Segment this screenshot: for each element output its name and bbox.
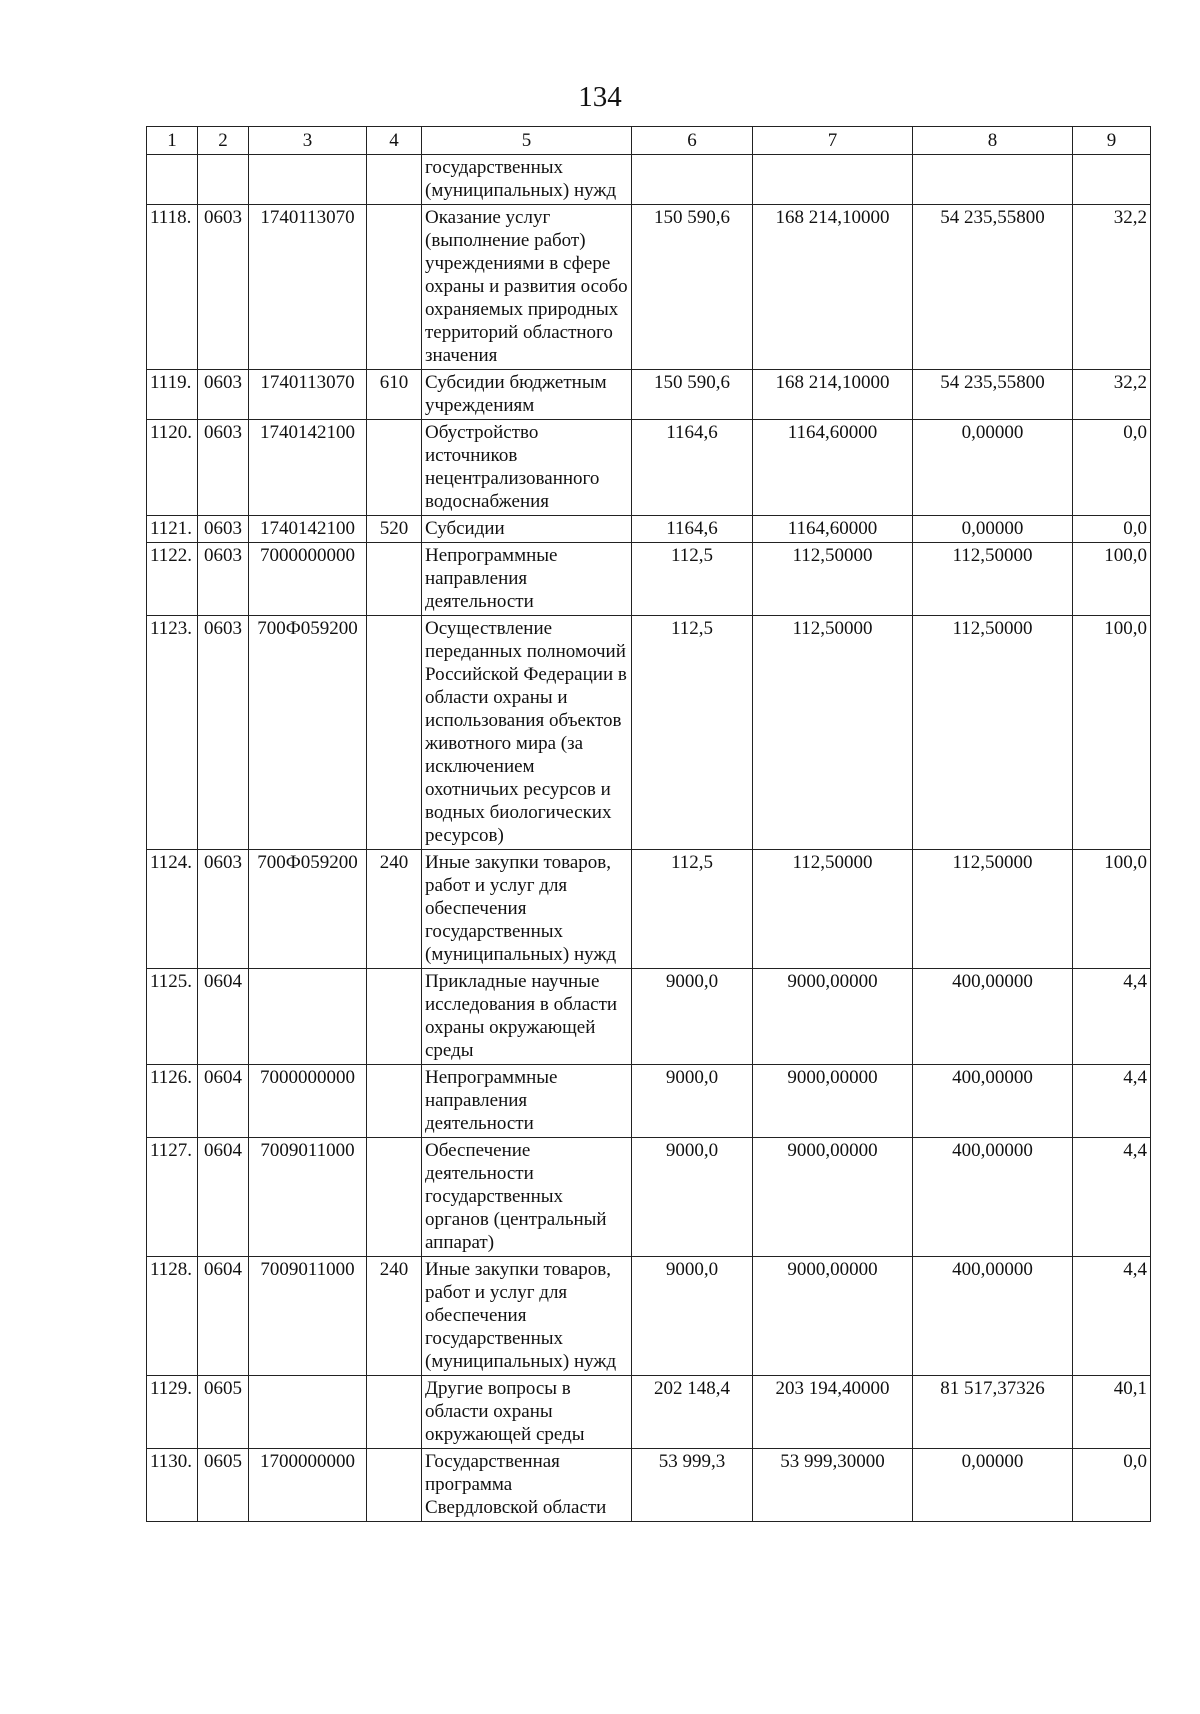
- target-code: 1740113070: [249, 370, 367, 420]
- table-row: [147, 420, 1151, 516]
- execution-percent: 4,4: [1073, 1257, 1151, 1376]
- table-row: [147, 1257, 1151, 1376]
- section-code: 0603: [198, 616, 249, 850]
- item-name: Иные закупки товаров, работ и услуг для обеспечения государственных (муниципальных) нужд: [422, 850, 632, 969]
- table-row: [147, 1376, 1151, 1449]
- planned-amount: 112,5: [632, 850, 753, 969]
- planned-amount: 150 590,6: [632, 205, 753, 370]
- executed-amount: 54 235,55800: [913, 205, 1073, 370]
- item-name: Другие вопросы в области охраны окружающей среды: [422, 1376, 632, 1449]
- execution-percent: 0,0: [1073, 516, 1151, 543]
- planned-amount: 53 999,3: [632, 1449, 753, 1522]
- item-name: Оказание услуг (выполнение работ) учреждениями в сфере охраны и развития особо охраняемых природных территорий областного значения: [422, 205, 632, 370]
- section-code: 0604: [198, 969, 249, 1065]
- execution-percent: 40,1: [1073, 1376, 1151, 1449]
- expense-type: [367, 205, 422, 370]
- target-code: [249, 1376, 367, 1449]
- expense-type: 520: [367, 516, 422, 543]
- refined-amount: 9000,00000: [753, 1138, 913, 1257]
- item-name: Непрограммные направления деятельности: [422, 543, 632, 616]
- item-name: Субсидии: [422, 516, 632, 543]
- table-body: [147, 155, 1151, 1522]
- row-number: 1118.: [147, 205, 198, 370]
- execution-percent: 4,4: [1073, 969, 1151, 1065]
- planned-amount: 112,5: [632, 543, 753, 616]
- section-code: 0603: [198, 850, 249, 969]
- row-number: 1128.: [147, 1257, 198, 1376]
- expense-type: [367, 155, 422, 205]
- table-row: [147, 516, 1151, 543]
- refined-amount: 112,50000: [753, 543, 913, 616]
- expense-type: [367, 1449, 422, 1522]
- refined-amount: 1164,60000: [753, 516, 913, 543]
- executed-amount: 54 235,55800: [913, 370, 1073, 420]
- executed-amount: 400,00000: [913, 1065, 1073, 1138]
- refined-amount: 112,50000: [753, 616, 913, 850]
- execution-percent: 32,2: [1073, 370, 1151, 420]
- section-code: 0603: [198, 543, 249, 616]
- budget-table: [146, 126, 1151, 1522]
- item-name: государственных (муниципальных) нужд: [422, 155, 632, 205]
- expense-type: [367, 543, 422, 616]
- section-code: 0605: [198, 1449, 249, 1522]
- table-row: [147, 155, 1151, 205]
- item-name: Прикладные научные исследования в области охраны окружающей среды: [422, 969, 632, 1065]
- column-header-1: 1: [147, 127, 198, 155]
- target-code: 700Ф059200: [249, 616, 367, 850]
- section-code: 0603: [198, 516, 249, 543]
- section-code: 0603: [198, 205, 249, 370]
- column-header-5: 5: [422, 127, 632, 155]
- executed-amount: 112,50000: [913, 616, 1073, 850]
- executed-amount: 400,00000: [913, 1138, 1073, 1257]
- row-number: 1124.: [147, 850, 198, 969]
- planned-amount: 150 590,6: [632, 370, 753, 420]
- executed-amount: 400,00000: [913, 1257, 1073, 1376]
- table-row: [147, 616, 1151, 850]
- row-number: 1127.: [147, 1138, 198, 1257]
- refined-amount: 168 214,10000: [753, 370, 913, 420]
- column-header-7: 7: [753, 127, 913, 155]
- section-code: 0603: [198, 370, 249, 420]
- target-code: 7000000000: [249, 543, 367, 616]
- execution-percent: 0,0: [1073, 1449, 1151, 1522]
- refined-amount: 9000,00000: [753, 969, 913, 1065]
- planned-amount: 9000,0: [632, 1257, 753, 1376]
- planned-amount: 202 148,4: [632, 1376, 753, 1449]
- row-number: 1120.: [147, 420, 198, 516]
- refined-amount: 168 214,10000: [753, 205, 913, 370]
- executed-amount: 400,00000: [913, 969, 1073, 1065]
- section-code: 0604: [198, 1257, 249, 1376]
- executed-amount: 112,50000: [913, 543, 1073, 616]
- expense-type: [367, 1138, 422, 1257]
- row-number: 1121.: [147, 516, 198, 543]
- row-number: 1129.: [147, 1376, 198, 1449]
- target-code: [249, 969, 367, 1065]
- page-number: 134: [578, 81, 622, 113]
- item-name: Субсидии бюджетным учреждениям: [422, 370, 632, 420]
- row-number: 1119.: [147, 370, 198, 420]
- section-code: 0603: [198, 420, 249, 516]
- target-code: 7009011000: [249, 1257, 367, 1376]
- section-code: 0604: [198, 1065, 249, 1138]
- item-name: Осуществление переданных полномочий Российской Федерации в области охраны и использования объектов животного мира (за исключением охотничьих ресурсов и водных биологических ресурсов): [422, 616, 632, 850]
- target-code: 1740142100: [249, 420, 367, 516]
- column-header-8: 8: [913, 127, 1073, 155]
- refined-amount: [753, 155, 913, 205]
- item-name: Государственная программа Свердловской области: [422, 1449, 632, 1522]
- table-row: [147, 370, 1151, 420]
- executed-amount: [913, 155, 1073, 205]
- expense-type: [367, 969, 422, 1065]
- table-row: [147, 205, 1151, 370]
- column-header-3: 3: [249, 127, 367, 155]
- table-row: [147, 1065, 1151, 1138]
- execution-percent: 100,0: [1073, 616, 1151, 850]
- refined-amount: 203 194,40000: [753, 1376, 913, 1449]
- column-header-2: 2: [198, 127, 249, 155]
- header-row: [147, 127, 1151, 155]
- target-code: 1740142100: [249, 516, 367, 543]
- item-name: Обустройство источников нецентрализованного водоснабжения: [422, 420, 632, 516]
- section-code: 0604: [198, 1138, 249, 1257]
- table-row: [147, 1449, 1151, 1522]
- execution-percent: 4,4: [1073, 1138, 1151, 1257]
- expense-type: [367, 1376, 422, 1449]
- expense-type: 610: [367, 370, 422, 420]
- expense-type: 240: [367, 850, 422, 969]
- item-name: Непрограммные направления деятельности: [422, 1065, 632, 1138]
- planned-amount: 112,5: [632, 616, 753, 850]
- planned-amount: 9000,0: [632, 1138, 753, 1257]
- planned-amount: 1164,6: [632, 420, 753, 516]
- row-number: [147, 155, 198, 205]
- executed-amount: 81 517,37326: [913, 1376, 1073, 1449]
- table-row: [147, 543, 1151, 616]
- row-number: 1126.: [147, 1065, 198, 1138]
- refined-amount: 112,50000: [753, 850, 913, 969]
- refined-amount: 9000,00000: [753, 1257, 913, 1376]
- target-code: 1740113070: [249, 205, 367, 370]
- item-name: Обеспечение деятельности государственных органов (центральный аппарат): [422, 1138, 632, 1257]
- column-header-6: 6: [632, 127, 753, 155]
- executed-amount: 0,00000: [913, 1449, 1073, 1522]
- planned-amount: 9000,0: [632, 1065, 753, 1138]
- table-row: [147, 969, 1151, 1065]
- row-number: 1125.: [147, 969, 198, 1065]
- expense-type: [367, 616, 422, 850]
- row-number: 1123.: [147, 616, 198, 850]
- expense-type: [367, 420, 422, 516]
- execution-percent: 100,0: [1073, 543, 1151, 616]
- target-code: 7000000000: [249, 1065, 367, 1138]
- refined-amount: 53 999,30000: [753, 1449, 913, 1522]
- target-code: 1700000000: [249, 1449, 367, 1522]
- section-code: [198, 155, 249, 205]
- target-code: 7009011000: [249, 1138, 367, 1257]
- item-name: Иные закупки товаров, работ и услуг для обеспечения государственных (муниципальных) нужд: [422, 1257, 632, 1376]
- planned-amount: [632, 155, 753, 205]
- table-row: [147, 1138, 1151, 1257]
- section-code: 0605: [198, 1376, 249, 1449]
- column-header-4: 4: [367, 127, 422, 155]
- executed-amount: 112,50000: [913, 850, 1073, 969]
- executed-amount: 0,00000: [913, 420, 1073, 516]
- target-code: 700Ф059200: [249, 850, 367, 969]
- table-row: [147, 850, 1151, 969]
- planned-amount: 1164,6: [632, 516, 753, 543]
- planned-amount: 9000,0: [632, 969, 753, 1065]
- row-number: 1130.: [147, 1449, 198, 1522]
- refined-amount: 9000,00000: [753, 1065, 913, 1138]
- row-number: 1122.: [147, 543, 198, 616]
- expense-type: 240: [367, 1257, 422, 1376]
- execution-percent: 0,0: [1073, 420, 1151, 516]
- column-header-9: 9: [1073, 127, 1151, 155]
- executed-amount: 0,00000: [913, 516, 1073, 543]
- execution-percent: 100,0: [1073, 850, 1151, 969]
- execution-percent: 32,2: [1073, 205, 1151, 370]
- expense-type: [367, 1065, 422, 1138]
- target-code: [249, 155, 367, 205]
- execution-percent: 4,4: [1073, 1065, 1151, 1138]
- execution-percent: [1073, 155, 1151, 205]
- refined-amount: 1164,60000: [753, 420, 913, 516]
